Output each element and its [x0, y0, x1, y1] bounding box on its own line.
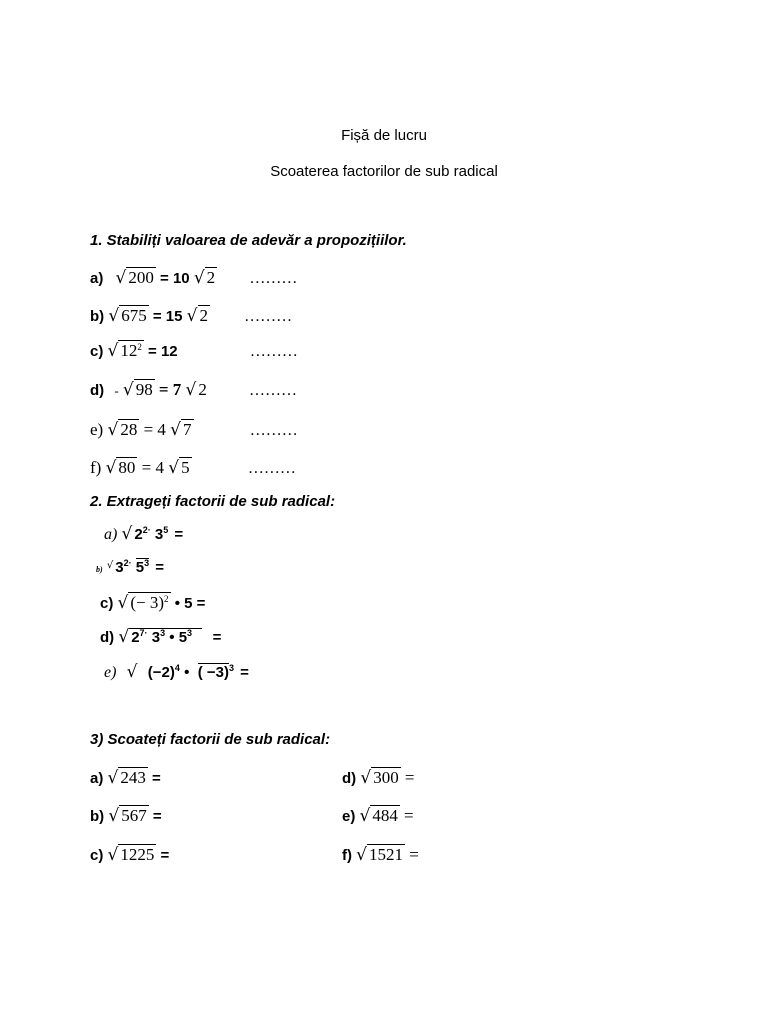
s1-item-f	[90, 458, 296, 478]
s2-item-c	[100, 593, 205, 613]
section3-heading: 3) Scoateți factorii de sub radical:	[90, 731, 331, 748]
equals-sign: =	[212, 629, 222, 646]
s2-item-d	[100, 627, 221, 647]
radical: √ 300	[360, 768, 399, 788]
s3-item-b	[90, 806, 162, 826]
radical: √ 484	[359, 806, 398, 826]
rhs: = 4	[141, 458, 165, 477]
radical: √ 243	[107, 768, 146, 788]
item-label: a)	[90, 770, 104, 787]
radical: √ 7	[170, 420, 192, 440]
equals-sign: =	[196, 595, 206, 612]
radical: √ 2	[186, 306, 208, 326]
radical: √ 200	[115, 268, 154, 288]
s3-item-f	[342, 845, 419, 865]
s2-item-b	[96, 558, 164, 576]
equals-sign: =	[404, 768, 415, 787]
radical: √ $(-2)^4$ • ( −3)$^3$	[126, 662, 234, 682]
item-label: b)	[96, 565, 103, 574]
equals-sign: =	[404, 806, 414, 825]
radical: √ $12^2$	[107, 341, 142, 361]
radical: √ $2^{2\cdot}$ $3^5$	[121, 524, 169, 544]
item-label: e)	[104, 664, 117, 681]
s3-item-c	[90, 845, 169, 865]
item-label: e)	[90, 420, 104, 439]
item-label: c)	[100, 595, 114, 612]
s3-item-d	[342, 768, 414, 788]
rhs: = 7	[158, 380, 182, 399]
item-label: b)	[90, 808, 105, 825]
factor: • 5	[174, 595, 193, 612]
s1-item-e	[90, 420, 298, 440]
item-label: f)	[342, 847, 352, 864]
rhs: = 15	[152, 308, 183, 325]
s2-item-a	[104, 524, 183, 544]
item-label: d)	[342, 770, 357, 787]
equals-sign: =	[152, 808, 162, 825]
item-label: a)	[90, 270, 104, 287]
item-label: c)	[90, 847, 104, 864]
s3-item-a	[90, 768, 161, 788]
radical: √ 28	[107, 420, 138, 440]
equals-sign: =	[409, 845, 419, 864]
answer-dots: ………	[249, 422, 298, 439]
item-label: f)	[90, 458, 102, 477]
radical: √ $2^{7\cdot}$ $3^3$ • $5^3$	[118, 627, 202, 647]
page-title: Fișă de lucru	[341, 127, 427, 144]
s2-item-e	[104, 662, 249, 682]
equals-sign: =	[152, 770, 161, 787]
answer-dots: ………	[249, 343, 298, 360]
s1-item-c	[90, 341, 298, 361]
equals-sign: =	[160, 847, 170, 864]
page-subtitle: Scoaterea factorilor de sub radical	[270, 163, 498, 180]
radical: √ 98	[122, 380, 153, 400]
minus-sign: -	[114, 383, 119, 398]
s1-item-d	[90, 380, 297, 400]
s3-item-e	[342, 806, 414, 826]
answer-dots: ………	[249, 270, 298, 287]
s1-item-b	[90, 306, 292, 326]
s1-item-a	[90, 268, 297, 288]
answer-dots: ………	[247, 460, 296, 477]
equals-sign: =	[155, 559, 165, 576]
item-label: e)	[342, 808, 356, 825]
radical: √ 2	[185, 380, 207, 400]
radical: √ 2	[193, 268, 216, 288]
radical: √ 675	[108, 306, 147, 326]
section1-heading: 1. Stabiliți valoarea de adevăr a propozițiilor.	[90, 232, 407, 249]
section2-heading: 2. Extrageți factorii de sub radical:	[90, 493, 336, 510]
radical: √ 1225	[107, 845, 155, 865]
radical: √ 567	[108, 806, 147, 826]
answer-dots: ………	[244, 308, 293, 325]
radical: √ $3^{2\cdot}$ $5^3$	[106, 558, 150, 576]
item-label: c)	[90, 343, 104, 360]
item-label: d)	[100, 629, 115, 646]
item-label: b)	[90, 308, 105, 325]
equals-sign: =	[174, 526, 184, 543]
rhs: = 4	[143, 420, 166, 439]
radical: √ 1521	[356, 845, 404, 865]
radical: √ 5	[168, 458, 190, 478]
radical: √ 80	[105, 458, 136, 478]
item-label: d)	[90, 382, 105, 399]
answer-dots: ………	[249, 382, 297, 399]
radical: √ (− 3)$^2$	[117, 593, 169, 613]
equals-sign: =	[240, 664, 249, 681]
item-label: a)	[104, 526, 118, 543]
rhs: = 12	[148, 343, 178, 360]
rhs: = 10	[160, 270, 190, 287]
